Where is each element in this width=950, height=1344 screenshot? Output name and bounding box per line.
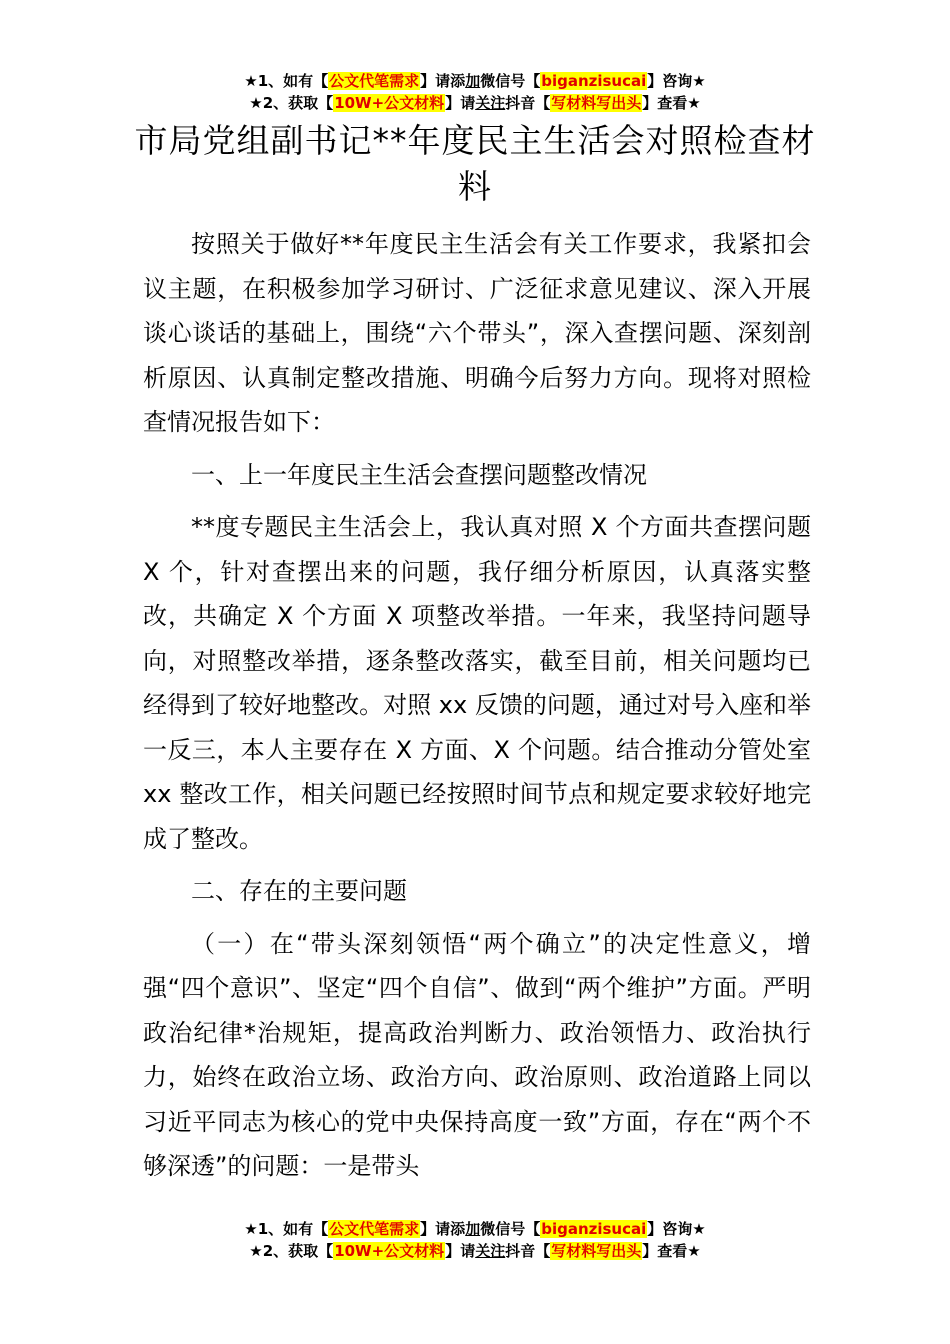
promo-text: 微信号【 — [480, 72, 541, 90]
paragraph-problem-1: （一）在“带头深刻领悟“两个确立”的决定性意义，增强“四个意识”、坚定“四个自信”、做到“两个维护”方面。严明政治纪律*治规矩，提高政治判断力、政治领悟力、政治执行力，始终在政治立场、政治方向、政治原则、政治道路上同以习近平同志为核心的党中央保持高度一致”方面，存在“两个不够深透”的问题：一是带头 — [143, 929, 811, 1180]
document-title: 市局党组副书记**年度民主生活会对照检查材料 — [134, 121, 816, 206]
promo-text: 抖音【 — [505, 94, 551, 112]
promo-highlight: biganzisucai — [541, 1220, 647, 1238]
promo-text: 】查看★ — [642, 94, 701, 112]
top-promo-banner — [0, 70, 950, 114]
promo-text: 】咨询★ — [647, 1220, 706, 1238]
promo-highlight: 公文代笔需求 — [329, 1220, 420, 1238]
promo-highlight: biganzisucai — [541, 72, 647, 90]
promo-text: ★1、如有【 — [244, 1220, 329, 1238]
promo-underlined: 关注 — [475, 1242, 506, 1260]
promo-text: 】查看★ — [642, 1242, 701, 1260]
document-body — [143, 222, 811, 1189]
promo-highlight: 写材料写出头 — [551, 94, 642, 112]
promo-line-2 — [0, 92, 950, 114]
promo-highlight: 写材料写出头 — [551, 1242, 642, 1260]
promo-highlight: 10W+公文材料 — [334, 1242, 445, 1260]
paragraph-intro: 按照关于做好**年度民主生活会有关工作要求，我紧扣会议主题，在积极参加学习研讨、广泛征求意见建议、深入开展谈心谈话的基础上，围绕“六个带头”，深入查摆问题、深刻剖析原因、认真制定整改措施、明确今后努力方向。现将对照检查情况报告如下： — [143, 230, 811, 436]
promo-text: ★1、如有【 — [244, 72, 329, 90]
promo-line-2 — [0, 1240, 950, 1262]
promo-line-1 — [0, 70, 950, 92]
promo-highlight: 公文代笔需求 — [329, 72, 420, 90]
paragraph-rectification: **度专题民主生活会上，我认真对照 X 个方面共查摆问题 X 个，针对查摆出来的问题，我仔细分析原因，认真落实整改，共确定 X 个方面 X 项整改举措。一年来，我坚持问题导向，对照整改举措，逐条整改落实，截至目前，相关问题均已经得到了较好地整改。对照 xx 反馈的问题，通过对号入座和举一反三，本人主要存在 X 方面、X 个问题。结合推动分管处室 xx 整改工作，相关问题已经按照时间节点和规定要求较好地完成了整改。 — [143, 513, 811, 853]
promo-text: 抖音【 — [505, 1242, 551, 1260]
section-heading-1: 一、上一年度民主生活会查摆问题整改情况 — [191, 460, 647, 489]
promo-underlined: 加 — [465, 72, 481, 90]
promo-highlight: 10W+公文材料 — [334, 94, 445, 112]
promo-underlined: 关注 — [475, 94, 506, 112]
promo-text: 微信号【 — [480, 1220, 541, 1238]
promo-line-1 — [0, 1218, 950, 1240]
promo-text: 】请添 — [420, 72, 466, 90]
bottom-promo-banner — [0, 1218, 950, 1262]
promo-text: 】咨询★ — [647, 72, 706, 90]
section-heading-2: 二、存在的主要问题 — [191, 877, 407, 905]
promo-text: 】请 — [445, 1242, 476, 1260]
promo-underlined: 加 — [465, 1220, 481, 1238]
promo-text: ★2、获取【 — [249, 1242, 334, 1260]
promo-text: 】请 — [445, 94, 476, 112]
promo-text: 】请添 — [420, 1220, 466, 1238]
promo-text: ★2、获取【 — [249, 94, 334, 112]
